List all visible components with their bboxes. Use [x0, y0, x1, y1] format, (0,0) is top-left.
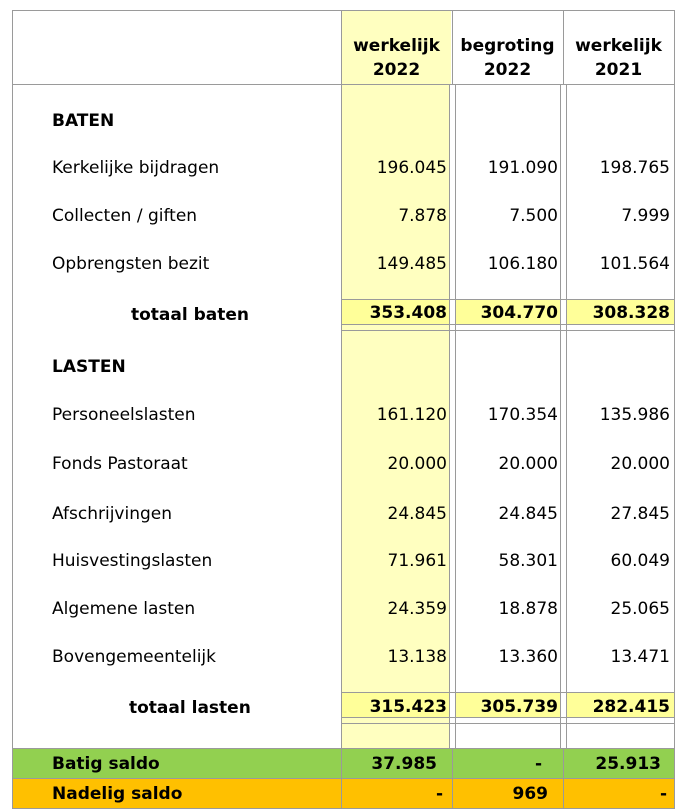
value-cell: 196.045: [376, 158, 447, 178]
saldo-value-cell: -: [659, 784, 667, 804]
value-cell: 13.138: [387, 647, 447, 667]
row-label: Afschrijvingen: [52, 504, 173, 524]
value-cell: 106.180: [487, 254, 558, 274]
saldo-value-cell: 25.913: [595, 754, 661, 774]
row-label: Fonds Pastoraat: [52, 454, 188, 474]
section-heading-baten: BATEN: [52, 111, 115, 131]
column-header-line2: 2022: [372, 60, 421, 80]
total-value-cell: 282.415: [592, 697, 670, 717]
total-value-cell: 304.770: [480, 303, 558, 323]
value-cell: 20.000: [610, 454, 670, 474]
grid-line: [674, 10, 675, 808]
total-lasten-label: totaal lasten: [129, 698, 251, 718]
saldo-value-cell: 969: [512, 784, 548, 804]
value-cell: 13.360: [498, 647, 558, 667]
value-cell: 170.354: [487, 405, 558, 425]
section-heading-lasten: LASTEN: [52, 357, 126, 377]
saldo-value-cell: -: [534, 754, 542, 774]
column-header-line2: 2022: [483, 60, 532, 80]
nadelig-saldo-label: Nadelig saldo: [52, 784, 183, 804]
grid-line: [341, 692, 675, 693]
row-label: Personeelslasten: [52, 405, 196, 425]
total-value-cell: 305.739: [480, 697, 558, 717]
column-header-line1: werkelijk: [353, 36, 440, 56]
grid-line: [12, 10, 675, 11]
value-cell: 20.000: [498, 454, 558, 474]
value-cell: 58.301: [498, 551, 558, 571]
grid-line: [341, 324, 675, 325]
saldo-value-cell: -: [435, 784, 443, 804]
grid-line: [12, 808, 675, 809]
row-label: Bovengemeentelijk: [52, 647, 216, 667]
grid-line: [341, 717, 675, 718]
grid-line: [12, 748, 675, 749]
value-cell: 24.845: [498, 504, 558, 524]
total-value-cell: 315.423: [369, 697, 447, 717]
total-value-cell: 353.408: [369, 303, 447, 323]
value-cell: 149.485: [376, 254, 447, 274]
value-cell: 71.961: [387, 551, 447, 571]
row-label: Algemene lasten: [52, 599, 196, 619]
column-header-budget-2022: [452, 34, 563, 82]
grid-line: [12, 84, 675, 85]
column-header-line1: werkelijk: [575, 36, 662, 56]
value-cell: 161.120: [376, 405, 447, 425]
value-cell: 24.845: [387, 504, 447, 524]
value-cell: 27.845: [610, 504, 670, 524]
value-cell: 191.090: [487, 158, 558, 178]
column-header-actual-2021: [563, 34, 674, 82]
grid-line: [12, 778, 675, 779]
row-label: Collecten / giften: [52, 206, 198, 226]
saldo-value-cell: 37.985: [371, 754, 437, 774]
row-label: Kerkelijke bijdragen: [52, 158, 220, 178]
value-cell: 20.000: [387, 454, 447, 474]
actual-2022-column-highlight: [341, 10, 451, 748]
value-cell: 13.471: [610, 647, 670, 667]
value-cell: 7.500: [509, 206, 558, 226]
total-baten-label: totaal baten: [131, 305, 250, 325]
grid-line: [12, 10, 13, 808]
batig-saldo-label: Batig saldo: [52, 754, 160, 774]
grid-line: [560, 84, 561, 748]
value-cell: 18.878: [498, 599, 558, 619]
value-cell: 7.999: [621, 206, 670, 226]
value-cell: 198.765: [599, 158, 670, 178]
grid-line: [341, 723, 675, 724]
value-cell: 101.564: [599, 254, 670, 274]
total-value-cell: 308.328: [592, 303, 670, 323]
row-label: Huisvestingslasten: [52, 551, 213, 571]
column-header-actual-2022: [341, 34, 452, 82]
row-label: Opbrengsten bezit: [52, 254, 210, 274]
column-header-line2: 2021: [594, 60, 643, 80]
value-cell: 60.049: [610, 551, 670, 571]
value-cell: 24.359: [387, 599, 447, 619]
value-cell: 25.065: [610, 599, 670, 619]
grid-line: [341, 330, 675, 331]
grid-line: [449, 84, 450, 748]
grid-line: [341, 299, 675, 300]
value-cell: 135.986: [599, 405, 670, 425]
column-header-line1: begroting: [460, 36, 555, 56]
value-cell: 7.878: [398, 206, 447, 226]
